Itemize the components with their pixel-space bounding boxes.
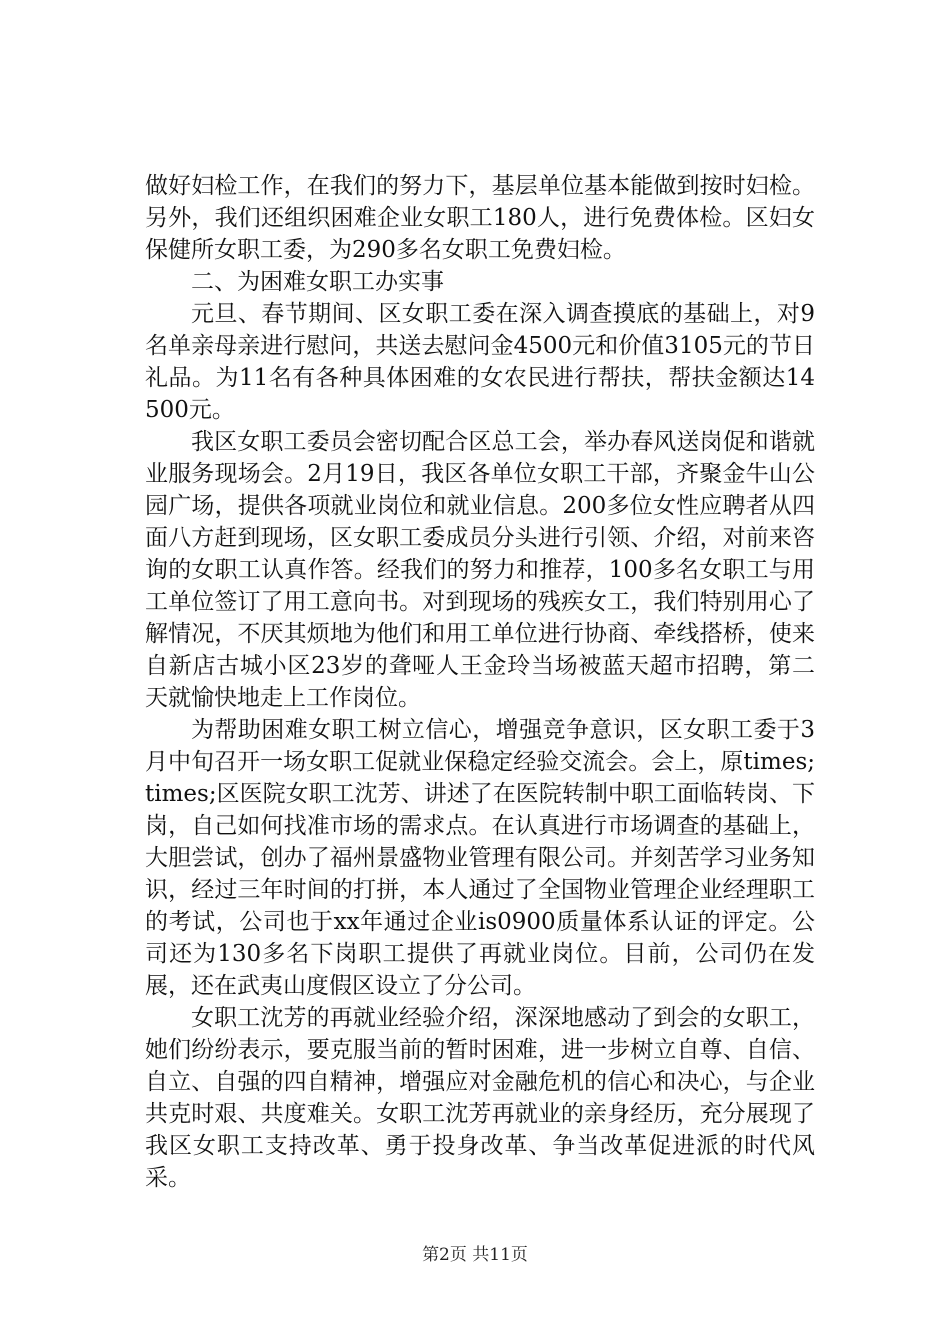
- document-body: [145, 170, 815, 1194]
- paragraph: 为帮助困难女职工树立信心，增强竞争意识，区女职工委于3月中旬召开一场女职工促就业保稳定经验交流会。会上，原times;times;区医院女职工沈芳、讲述了在医院转制中职工面临转岗、下岗，自己如何找准市场的需求点。在认真进行市场调查的基础上，大胆尝试，创办了福州景盛物业管理有限公司。并刻苦学习业务知识，经过三年时间的打拼，本人通过了全国物业管理企业经理职工的考试，公司也于xx年通过企业is0900质量体系认证的评定。公司还为130多名下岗职工提供了再就业岗位。目前，公司仍在发展，还在武夷山度假区设立了分公司。: [145, 717, 815, 999]
- page-footer: 第2页 共11页: [422, 1245, 528, 1265]
- paragraph-continuation: 做好妇检工作，在我们的努力下，基层单位基本能做到按时妇检。另外，我们还组织困难企业女职工180人，进行免费体检。区妇女保健所女职工委，为290多名女职工免费妇检。: [145, 173, 815, 263]
- section-heading: 二、为困难女职工办实事: [191, 269, 444, 295]
- paragraph: 我区女职工委员会密切配合区总工会，举办春风送岗促和谐就业服务现场会。2月19日，我区各单位女职工干部，齐聚金牛山公园广场，提供各项就业岗位和就业信息。200多位女性应聘者从四面八方赶到现场，区女职工委成员分头进行引领、介绍，对前来咨询的女职工认真作答。经我们的努力和推荐，100多名女职工与用工单位签订了用工意向书。对到现场的残疾女工，我们特别用心了解情况，不厌其烦地为他们和用工单位进行协商、牵线搭桥，使来自新店古城小区23岁的聋哑人王金玲当场被蓝天超市招聘，第二天就愉快地走上工作岗位。: [145, 429, 815, 711]
- paragraph: 女职工沈芳的再就业经验介绍，深深地感动了到会的女职工，她们纷纷表示，要克服当前的暂时困难，进一步树立自尊、自信、自立、自强的四自精神，增强应对金融危机的信心和决心，与企业共克时艰、共度难关。女职工沈芳再就业的亲身经历，充分展现了我区女职工支持改革、勇于投身改革、争当改革促进派的时代风采。: [145, 1005, 815, 1191]
- paragraph: 元旦、春节期间、区女职工委在深入调查摸底的基础上，对9名单亲母亲进行慰问，共送去慰问金4500元和价值3105元的节日礼品。为11名有各种具体困难的女农民进行帮扶，帮扶金额达14500元。: [145, 301, 815, 423]
